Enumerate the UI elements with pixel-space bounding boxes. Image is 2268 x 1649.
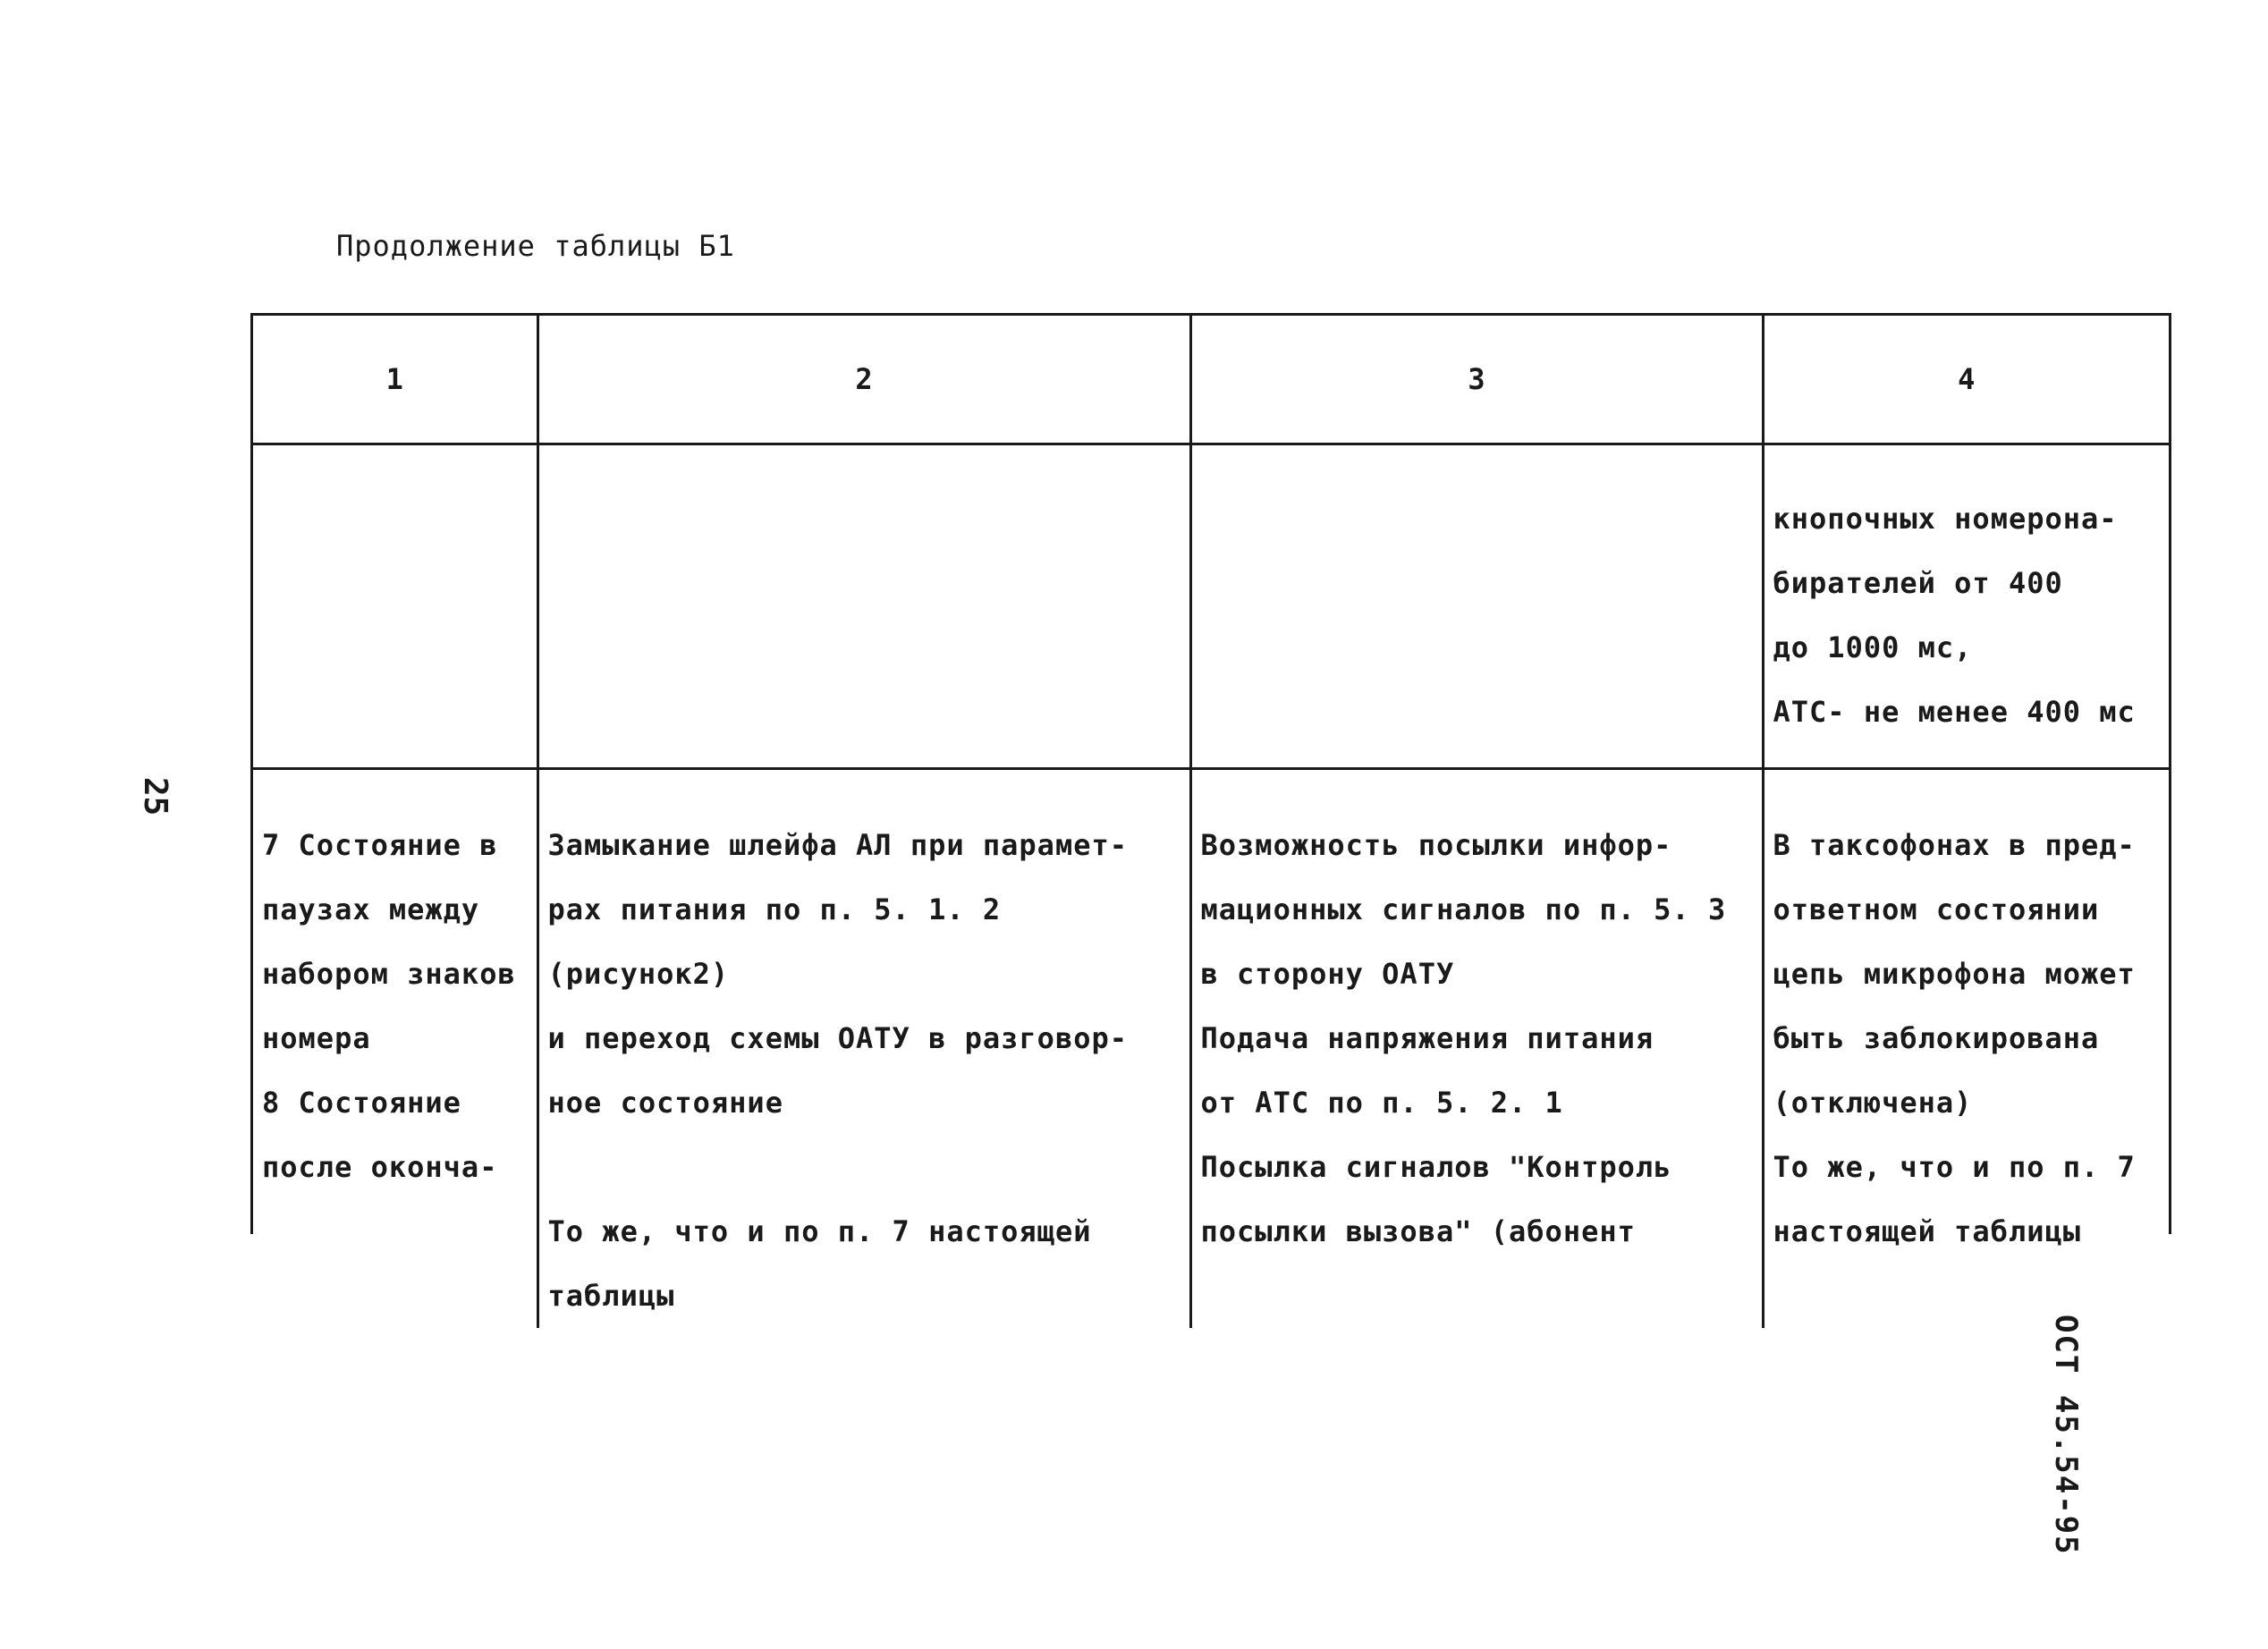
row8-col3-text: Посылка сигналов "Контроль посылки вызова" (абонент xyxy=(1200,1150,1672,1248)
row7-col2-text: Замыкание шлейфа АЛ при парамет- рах питания по п. 5. 1. 2 (рисунок2) и переход схемы ОАТУ в разговор- ное состояние xyxy=(547,828,1128,1120)
row8-col4-text: То же, что и по п. 7 настоящей таблицы xyxy=(1773,1150,2136,1248)
table-cell xyxy=(1763,444,2169,769)
row8-col1-text: 8 Состояние после оконча- xyxy=(262,1086,498,1184)
table-row-continuation xyxy=(253,444,2169,769)
table-cell xyxy=(537,444,1190,769)
page-number: 25 xyxy=(137,776,174,816)
document-code: ОСТ 45.54-95 xyxy=(2048,1315,2084,1556)
row7-col4-text: В таксофонах в пред- ответном состоянии цепь микрофона может быть заблокирована (отключена) xyxy=(1773,828,2136,1120)
column-header-4: 4 xyxy=(1763,316,2169,444)
table-cell xyxy=(537,769,1190,1329)
table-header-row xyxy=(253,316,2169,444)
column-header-3: 3 xyxy=(1190,316,1763,444)
table-frame xyxy=(250,313,2171,1313)
table-cell xyxy=(1763,769,2169,1329)
table-cell xyxy=(1190,444,1763,769)
row7-col3-text: Возможность посылки инфор- мационных сигналов по п. 5. 3 в сторону ОАТУ Подача напряжения питания от АТС по п. 5. 2. 1 xyxy=(1200,828,1727,1120)
column-header-1: 1 xyxy=(253,316,537,444)
table-cell xyxy=(253,444,537,769)
table-caption: Продолжение таблицы Б1 xyxy=(336,229,735,263)
table-cell xyxy=(253,769,537,1329)
table-row-items xyxy=(253,769,2169,1329)
cell-text: кнопочных номерона- бирателей от 400 до 1000 мс, АТС- не менее 400 мс xyxy=(1773,502,2136,729)
row7-col1-text: 7 Состояние в паузах между набором знаков номера xyxy=(262,828,516,1055)
column-header-2: 2 xyxy=(537,316,1190,444)
row8-col2-text: То же, что и по п. 7 настоящей таблицы xyxy=(547,1214,1092,1313)
cell-text xyxy=(253,445,537,486)
cell-text xyxy=(539,445,1189,486)
table-cell xyxy=(1190,769,1763,1329)
data-table xyxy=(253,316,2169,1328)
cell-text xyxy=(1192,445,1762,486)
